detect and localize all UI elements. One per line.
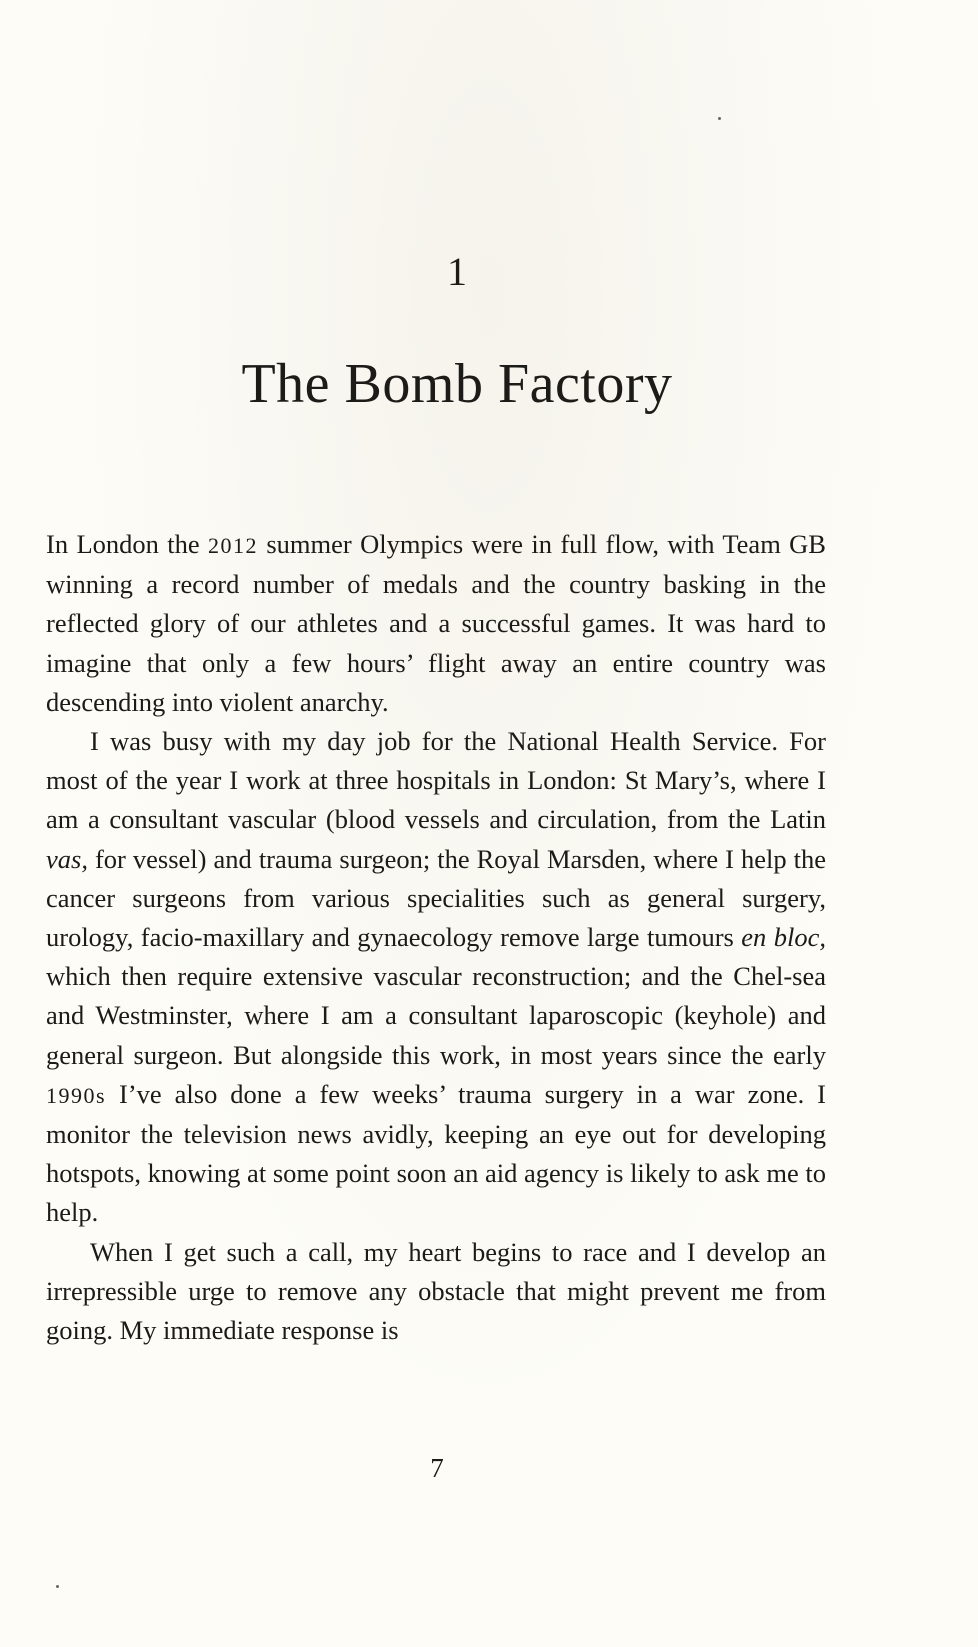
italic-term: vas, bbox=[46, 843, 88, 874]
chapter-title: The Bomb Factory bbox=[241, 353, 673, 415]
paragraph-3 bbox=[46, 1233, 826, 1351]
text-run: When I get such a call, my heart begins to race and I develop an irrepressible urge to remove any obstacle that might prevent me from going. My immediate response is bbox=[46, 1236, 826, 1346]
italic-term: en bloc, bbox=[741, 922, 826, 953]
text-run: summer Olympics were in full flow, with Team GB winning a record number of medals and the country basking in the reflected glory of our athletes and a successful games. It was hard to imagine that only a few hours’ flight away an entire country was descending into violent anarchy. bbox=[46, 529, 826, 717]
text-run: I’ve also done a few weeks’ trauma surgery in a war zone. I monitor the television news avidly, keeping an eye out for developing hotspots, knowing at some point soon an aid agency is likely to ask me to help. bbox=[46, 1078, 826, 1228]
text-run: I was busy with my day job for the National Health Service. For most of the year I work at three hospitals in London: St Mary’s, where I am a consultant vascular (blood vessels and circulation, from the Latin bbox=[46, 726, 826, 835]
page-number: 7 bbox=[430, 1453, 444, 1483]
paragraph-1 bbox=[46, 525, 826, 722]
print-speck bbox=[718, 117, 721, 120]
print-speck bbox=[56, 1585, 59, 1588]
paragraph-2 bbox=[46, 722, 826, 1233]
chapter-body bbox=[46, 525, 826, 1350]
text-run: which then require extensive vascular reconstruction; and the Chel-sea and Westminster, where I am a consultant laparoscopic (keyhole) and general surgeon. But alongside this work, in most years since the early bbox=[46, 961, 826, 1070]
text-run: for vessel) and trauma surgeon; the Royal Marsden, where I help the cancer surgeons from various specialities such as general surgery, urology, facio-maxillary and gynaecology remove large tumours bbox=[46, 843, 826, 953]
text-run: In London the bbox=[46, 529, 208, 559]
oldstyle-numeral: 2012 bbox=[207, 533, 258, 558]
oldstyle-numeral: 1990s bbox=[46, 1082, 107, 1108]
chapter-number: 1 bbox=[447, 249, 467, 294]
